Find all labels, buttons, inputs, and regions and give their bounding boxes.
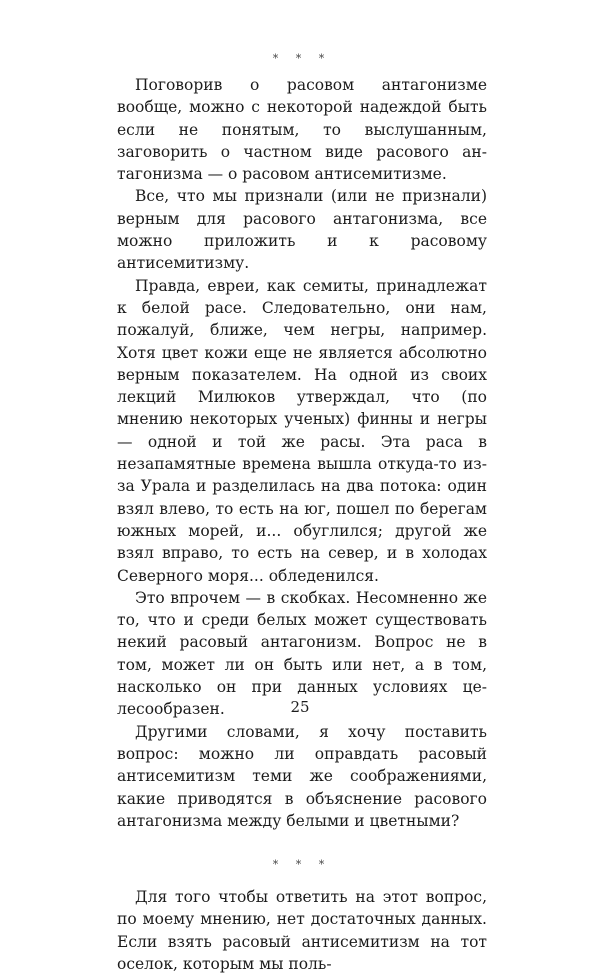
- paragraph-3: Правда, евреи, как семиты, принадлежат к белой расе. Следовательно, они нам, пожалуй, ближе, чем негры, например. Хотя цвет кожи еще не является абсолютно верным показателем. На одной из своих лекций Милюков утверждал, что (по мнению некоторых ученых) финны и негры — одной и той же расы. Эта раса в незапамятные времена вышла откуда-то из-за Урала и разделилась на два потока: один взял влево, то есть на юг, пошел по берегам южных морей, и... обуглился; другой же взял вправо, то есть на север, и в холодах Северного моря... обледенился.: [117, 276, 487, 585]
- paragraph-1: Поговорив о расовом антагонизме вообще, можно с некоторой надеждой быть если не понятым, то выслушанным, заговорить о частном виде расового антагонизма — о расовом антисемитизме.: [117, 76, 487, 184]
- paragraph-4: Это впрочем — в скобках. Несомненно же то, что и среди белых может существовать некий расовый антагонизм. Вопрос не в том, может ли он быть или нет, а в том, насколько он при данных условиях целесообразен.: [117, 588, 487, 719]
- page-number: 25: [290, 698, 310, 716]
- paragraph-2: Все, что мы признали (или не признали) верным для расового антагонизма, все можно приложить и к расовому антисемитизму.: [117, 187, 487, 273]
- paragraph-6: Для того чтобы ответить на этот вопрос, по моему мнению, нет достаточных данных. Если взять расовый антисемитизм на тот оселок, которым мы поль-: [117, 888, 487, 973]
- section-separator-top: * * *: [272, 52, 332, 65]
- section-separator-middle: * * *: [272, 858, 332, 872]
- paragraph-5: Другими словами, я хочу поставить вопрос: можно ли оправдать расовый антисемитизм теми же соображениями, какие приводятся в объяснение расового антагонизма между белыми и цветными?: [117, 722, 487, 830]
- page-body: [117, 52, 487, 975]
